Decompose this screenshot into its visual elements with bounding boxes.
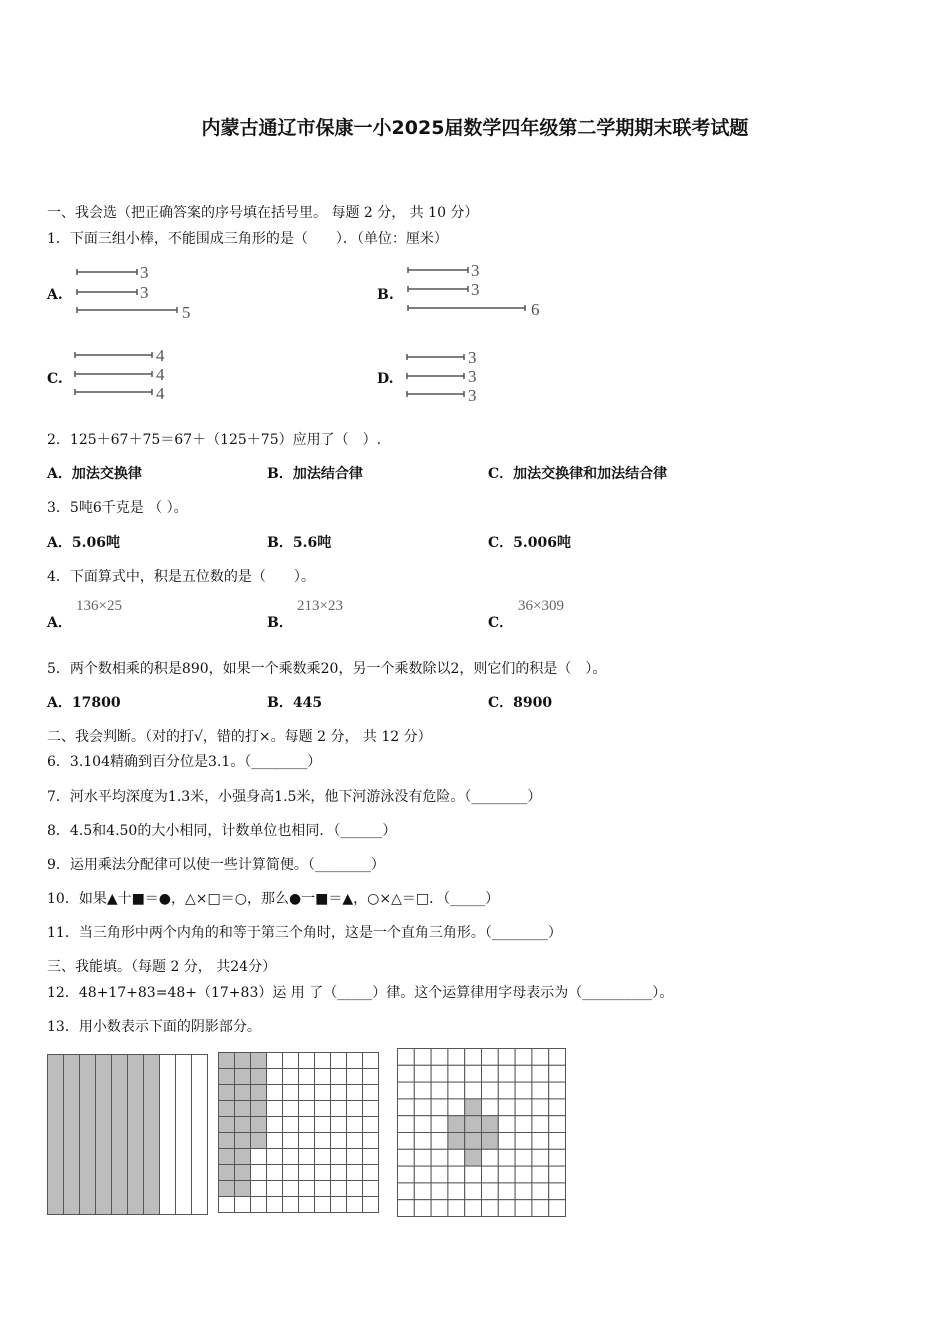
- grid-cell: [498, 1049, 515, 1066]
- strip-cell: [160, 1055, 176, 1215]
- grid-cell: [283, 1133, 299, 1149]
- grid-cell: [498, 1082, 515, 1099]
- grid-cell: [549, 1200, 566, 1217]
- grid-cell: [347, 1181, 363, 1197]
- grid-cell: [251, 1101, 267, 1117]
- grid-cell: [549, 1099, 566, 1116]
- q1-option-d-sticks: [402, 347, 512, 409]
- q4-option-c-label: C．: [488, 615, 514, 631]
- grid-cell: [431, 1116, 448, 1133]
- stick-label-3: 3: [468, 386, 477, 405]
- q5-option-b: B．445: [267, 695, 323, 711]
- question-3: 3．5吨6千克是 （ ）。: [47, 500, 188, 516]
- grid-cell: [549, 1049, 566, 1066]
- grid-cell: [267, 1053, 283, 1069]
- grid-cell: [414, 1065, 431, 1082]
- grid-cell: [219, 1053, 235, 1069]
- grid-cell: [267, 1165, 283, 1181]
- grid-cell: [219, 1133, 235, 1149]
- stick-label-3: 4: [156, 384, 165, 403]
- grid-cell: [482, 1116, 499, 1133]
- grid-cell: [283, 1069, 299, 1085]
- grid-cell: [283, 1101, 299, 1117]
- question-7: 7．河水平均深度为1.3米，小强身高1.5米，他下河游泳没有危险。（________）: [47, 789, 542, 805]
- grid-cell: [482, 1200, 499, 1217]
- grid-cell: [363, 1149, 379, 1165]
- grid-cell: [482, 1149, 499, 1166]
- q2-option-b: B．加法结合律: [267, 466, 363, 482]
- grid-cell: [219, 1117, 235, 1133]
- grid-cell: [398, 1183, 415, 1200]
- q2-option-a: A．加法交换律: [47, 466, 142, 482]
- question-4: 4．下面算式中，积是五位数的是（ ）。: [47, 569, 315, 585]
- grid-cell: [532, 1082, 549, 1099]
- grid-cell: [482, 1183, 499, 1200]
- stick-label-2: 3: [471, 280, 480, 299]
- q4-option-b-label: B．: [267, 615, 293, 631]
- grid-cell: [363, 1181, 379, 1197]
- grid-cell: [414, 1049, 431, 1066]
- stick-3: [75, 389, 152, 395]
- grid-cell: [219, 1165, 235, 1181]
- grid-cell: [532, 1116, 549, 1133]
- stick-2: [77, 289, 137, 295]
- grid-cell: [549, 1166, 566, 1183]
- grid-cell: [431, 1183, 448, 1200]
- grid-cell: [219, 1181, 235, 1197]
- stick-1: [75, 352, 152, 358]
- grid-cell: [219, 1069, 235, 1085]
- grid-cell: [515, 1082, 532, 1099]
- grid-cell: [315, 1149, 331, 1165]
- grid-cell: [299, 1133, 315, 1149]
- grid-cell: [515, 1133, 532, 1150]
- grid-cell: [347, 1085, 363, 1101]
- grid-cell: [219, 1085, 235, 1101]
- grid-cell: [251, 1165, 267, 1181]
- grid-cell: [431, 1065, 448, 1082]
- q13-figure-strips: [46, 1053, 210, 1217]
- section-1-heading: 一、我会选（把正确答案的序号填在括号里。 每题 2 分， 共 10 分）: [47, 205, 479, 221]
- stick-label-1: 3: [468, 348, 477, 367]
- grid-cell: [299, 1117, 315, 1133]
- q1-option-a-label: A.: [47, 287, 63, 303]
- stick-label-2: 4: [156, 365, 165, 384]
- stick-2: [75, 371, 152, 377]
- grid-cell: [315, 1181, 331, 1197]
- grid-cell: [267, 1181, 283, 1197]
- grid-cell: [431, 1133, 448, 1150]
- grid-cell: [235, 1053, 251, 1069]
- grid-cell: [465, 1049, 482, 1066]
- strip-cell: [144, 1055, 160, 1215]
- grid-cell: [219, 1101, 235, 1117]
- grid-cell: [251, 1149, 267, 1165]
- strip-cell: [192, 1055, 208, 1215]
- grid-cell: [398, 1099, 415, 1116]
- grid-cell: [532, 1200, 549, 1217]
- grid-cell: [315, 1101, 331, 1117]
- q1-option-a-sticks: [72, 262, 212, 324]
- grid-cell: [498, 1065, 515, 1082]
- grid-cell: [283, 1117, 299, 1133]
- question-8: 8．4.5和4.50的大小相同，计数单位也相同．（______）: [47, 823, 397, 839]
- grid-cell: [414, 1116, 431, 1133]
- stick-1: [77, 269, 137, 275]
- grid-cell: [331, 1181, 347, 1197]
- grid-cell: [299, 1053, 315, 1069]
- grid-cell: [448, 1183, 465, 1200]
- grid-cell: [363, 1085, 379, 1101]
- grid-cell: [347, 1133, 363, 1149]
- grid-cell: [549, 1149, 566, 1166]
- grid-cell: [498, 1183, 515, 1200]
- grid-cell: [448, 1099, 465, 1116]
- grid-cell: [398, 1133, 415, 1150]
- grid-cell: [398, 1200, 415, 1217]
- grid-cell: [267, 1197, 283, 1213]
- grid-cell: [331, 1165, 347, 1181]
- grid-cell: [515, 1200, 532, 1217]
- grid-cell: [235, 1069, 251, 1085]
- grid-cell: [347, 1053, 363, 1069]
- grid-cell: [431, 1166, 448, 1183]
- page-title: 内蒙古通辽市保康一小2025届数学四年级第二学期期末联考试题: [201, 117, 749, 139]
- grid-cell: [251, 1133, 267, 1149]
- grid-cell: [283, 1181, 299, 1197]
- q5-option-a: A．17800: [47, 695, 121, 711]
- section-3-heading: 三、我能填。（每题 2 分， 共24分）: [47, 959, 277, 975]
- q1-option-d-label: D.: [377, 371, 394, 387]
- grid-cell: [482, 1099, 499, 1116]
- stick-label-2: 3: [468, 367, 477, 386]
- strip-cell: [176, 1055, 192, 1215]
- stick-3: [408, 305, 525, 311]
- grid-cell: [431, 1149, 448, 1166]
- grid-cell: [315, 1117, 331, 1133]
- grid-cell: [251, 1117, 267, 1133]
- grid-cell: [414, 1183, 431, 1200]
- grid-cell: [235, 1181, 251, 1197]
- grid-cell: [515, 1065, 532, 1082]
- stick-1: [407, 354, 464, 360]
- q4-option-a-expr: 136×25: [76, 598, 122, 614]
- grid-cell: [267, 1069, 283, 1085]
- grid-cell: [331, 1117, 347, 1133]
- grid-cell: [498, 1166, 515, 1183]
- grid-cell: [465, 1166, 482, 1183]
- grid-cell: [465, 1099, 482, 1116]
- grid-cell: [235, 1149, 251, 1165]
- grid-cell: [251, 1181, 267, 1197]
- q3-option-a: A．5.06吨: [47, 535, 120, 551]
- grid-cell: [347, 1197, 363, 1213]
- grid-cell: [414, 1099, 431, 1116]
- q4-option-a-label: A．: [47, 615, 72, 631]
- grid-cell: [363, 1117, 379, 1133]
- grid-cell: [315, 1197, 331, 1213]
- grid-cell: [482, 1166, 499, 1183]
- grid-cell: [283, 1197, 299, 1213]
- strip-cell: [48, 1055, 64, 1215]
- stick-label-1: 3: [471, 261, 480, 280]
- grid-cell: [465, 1082, 482, 1099]
- strip-cell: [112, 1055, 128, 1215]
- grid-cell: [363, 1165, 379, 1181]
- question-5: 5．两个数相乘的积是890，如果一个乘数乘20，另一个乘数除以2，则它们的积是（ ）。: [47, 661, 607, 677]
- grid-cell: [465, 1183, 482, 1200]
- grid-cell: [235, 1197, 251, 1213]
- grid-cell: [331, 1069, 347, 1085]
- grid-cell: [448, 1049, 465, 1066]
- grid-cell: [235, 1117, 251, 1133]
- grid-cell: [448, 1166, 465, 1183]
- grid-cell: [549, 1183, 566, 1200]
- grid-cell: [347, 1069, 363, 1085]
- grid-cell: [414, 1166, 431, 1183]
- grid-cell: [331, 1101, 347, 1117]
- grid-cell: [315, 1085, 331, 1101]
- grid-cell: [267, 1133, 283, 1149]
- grid-cell: [267, 1101, 283, 1117]
- grid-cell: [532, 1183, 549, 1200]
- grid-cell: [498, 1149, 515, 1166]
- grid-cell: [532, 1133, 549, 1150]
- question-6: 6．3.104精确到百分位是3.1。（________）: [47, 754, 322, 770]
- grid-cell: [219, 1149, 235, 1165]
- strip-cell: [96, 1055, 112, 1215]
- q13-figure-grid-2: [396, 1047, 568, 1217]
- question-13: 13．用小数表示下面的阴影部分。: [47, 1019, 261, 1035]
- grid-cell: [267, 1085, 283, 1101]
- grid-cell: [448, 1133, 465, 1150]
- grid-cell: [398, 1065, 415, 1082]
- grid-cell: [448, 1200, 465, 1217]
- grid-cell: [448, 1065, 465, 1082]
- question-9: 9．运用乘法分配律可以使一些计算简便。（________）: [47, 857, 385, 873]
- grid-cell: [465, 1200, 482, 1217]
- grid-cell: [431, 1099, 448, 1116]
- grid-cell: [283, 1165, 299, 1181]
- grid-cell: [398, 1166, 415, 1183]
- grid-cell: [515, 1166, 532, 1183]
- grid-cell: [498, 1200, 515, 1217]
- grid-cell: [363, 1197, 379, 1213]
- grid-cell: [331, 1133, 347, 1149]
- q13-figure-grid-1: [217, 1051, 383, 1217]
- grid-cell: [515, 1099, 532, 1116]
- grid-cell: [299, 1069, 315, 1085]
- grid-cell: [363, 1101, 379, 1117]
- grid-cell: [498, 1099, 515, 1116]
- grid-cell: [431, 1200, 448, 1217]
- stick-2: [408, 286, 468, 292]
- stick-3: [77, 307, 177, 313]
- stick-1: [408, 267, 468, 273]
- stick-label-1: 4: [156, 346, 165, 365]
- grid-cell: [448, 1116, 465, 1133]
- grid-cell: [465, 1116, 482, 1133]
- stick-label-1: 3: [140, 263, 149, 282]
- grid-cell: [414, 1200, 431, 1217]
- grid-cell: [532, 1149, 549, 1166]
- grid-cell: [515, 1149, 532, 1166]
- grid-cell: [482, 1049, 499, 1066]
- grid-cell: [414, 1133, 431, 1150]
- q1-option-c-label: C.: [47, 371, 63, 387]
- q1-option-c-sticks: [70, 345, 180, 407]
- grid-cell: [363, 1133, 379, 1149]
- grid-cell: [363, 1069, 379, 1085]
- question-2: 2．125＋67＋75＝67＋（125＋75）应用了（ ）.: [47, 432, 382, 448]
- grid-cell: [251, 1053, 267, 1069]
- grid-cell: [465, 1065, 482, 1082]
- grid-cell: [299, 1197, 315, 1213]
- grid-cell: [465, 1133, 482, 1150]
- grid-cell: [299, 1149, 315, 1165]
- stick-label-2: 3: [140, 283, 149, 302]
- grid-cell: [283, 1053, 299, 1069]
- question-10: 10．如果▲十■＝●，△×□＝○，那么●一■＝▲，○×△＝□．（_____）: [47, 891, 500, 907]
- grid-cell: [315, 1069, 331, 1085]
- grid-cell: [448, 1082, 465, 1099]
- question-12: 12．48+17+83=48+（17+83）运 用 了（_____）律。这个运算律用字母表示为（__________）。: [47, 985, 674, 1001]
- grid-cell: [515, 1049, 532, 1066]
- stick-2: [407, 373, 464, 379]
- grid-cell: [331, 1085, 347, 1101]
- grid-cell: [251, 1197, 267, 1213]
- grid-cell: [347, 1165, 363, 1181]
- grid-cell: [532, 1099, 549, 1116]
- q3-option-b: B．5.6吨: [267, 535, 332, 551]
- q5-option-c: C．8900: [488, 695, 553, 711]
- grid-cell: [347, 1117, 363, 1133]
- grid-cell: [515, 1116, 532, 1133]
- grid-cell: [482, 1065, 499, 1082]
- grid-cell: [465, 1149, 482, 1166]
- grid-cell: [498, 1133, 515, 1150]
- question-1: 1．下面三组小棒，不能围成三角形的是（ ）．（单位：厘米）: [47, 231, 448, 247]
- grid-cell: [532, 1065, 549, 1082]
- grid-cell: [299, 1085, 315, 1101]
- grid-cell: [267, 1117, 283, 1133]
- grid-cell: [347, 1101, 363, 1117]
- grid-cell: [219, 1197, 235, 1213]
- grid-cell: [549, 1133, 566, 1150]
- grid-cell: [398, 1049, 415, 1066]
- grid-cell: [235, 1165, 251, 1181]
- stick-label-3: 6: [531, 300, 540, 319]
- grid-cell: [498, 1116, 515, 1133]
- grid-cell: [431, 1049, 448, 1066]
- grid-cell: [299, 1181, 315, 1197]
- grid-cell: [431, 1082, 448, 1099]
- q1-option-b-sticks: [403, 260, 553, 322]
- grid-cell: [398, 1116, 415, 1133]
- grid-cell: [331, 1197, 347, 1213]
- question-11: 11．当三角形中两个内角的和等于第三个角时，这是一个直角三角形。（________）: [47, 925, 562, 941]
- grid-cell: [398, 1082, 415, 1099]
- grid-cell: [532, 1166, 549, 1183]
- grid-cell: [315, 1165, 331, 1181]
- q4-option-b-expr: 213×23: [297, 598, 343, 614]
- grid-cell: [347, 1149, 363, 1165]
- grid-cell: [532, 1049, 549, 1066]
- grid-cell: [549, 1065, 566, 1082]
- grid-cell: [267, 1149, 283, 1165]
- grid-cell: [251, 1069, 267, 1085]
- stick-label-3: 5: [182, 303, 191, 322]
- grid-cell: [331, 1053, 347, 1069]
- grid-cell: [299, 1165, 315, 1181]
- grid-cell: [482, 1082, 499, 1099]
- grid-cell: [549, 1116, 566, 1133]
- grid-cell: [414, 1082, 431, 1099]
- q1-option-b-label: B.: [377, 287, 394, 303]
- strip-cell: [128, 1055, 144, 1215]
- stick-3: [407, 391, 464, 397]
- grid-cell: [251, 1085, 267, 1101]
- grid-cell: [235, 1085, 251, 1101]
- q2-option-c: C．加法交换律和加法结合律: [488, 466, 668, 482]
- q4-option-c-expr: 36×309: [518, 598, 564, 614]
- grid-cell: [283, 1149, 299, 1165]
- grid-cell: [549, 1082, 566, 1099]
- grid-cell: [414, 1149, 431, 1166]
- strip-cell: [80, 1055, 96, 1215]
- grid-cell: [315, 1053, 331, 1069]
- section-2-heading: 二、我会判断。（对的打√，错的打×。每题 2 分， 共 12 分）: [47, 729, 432, 745]
- grid-cell: [482, 1133, 499, 1150]
- grid-cell: [515, 1183, 532, 1200]
- q3-option-c: C．5.006吨: [488, 535, 571, 551]
- grid-cell: [315, 1133, 331, 1149]
- grid-cell: [398, 1149, 415, 1166]
- grid-cell: [448, 1149, 465, 1166]
- strip-cell: [64, 1055, 80, 1215]
- grid-cell: [299, 1101, 315, 1117]
- grid-cell: [283, 1085, 299, 1101]
- grid-cell: [235, 1101, 251, 1117]
- grid-cell: [331, 1149, 347, 1165]
- grid-cell: [235, 1133, 251, 1149]
- grid-cell: [363, 1053, 379, 1069]
